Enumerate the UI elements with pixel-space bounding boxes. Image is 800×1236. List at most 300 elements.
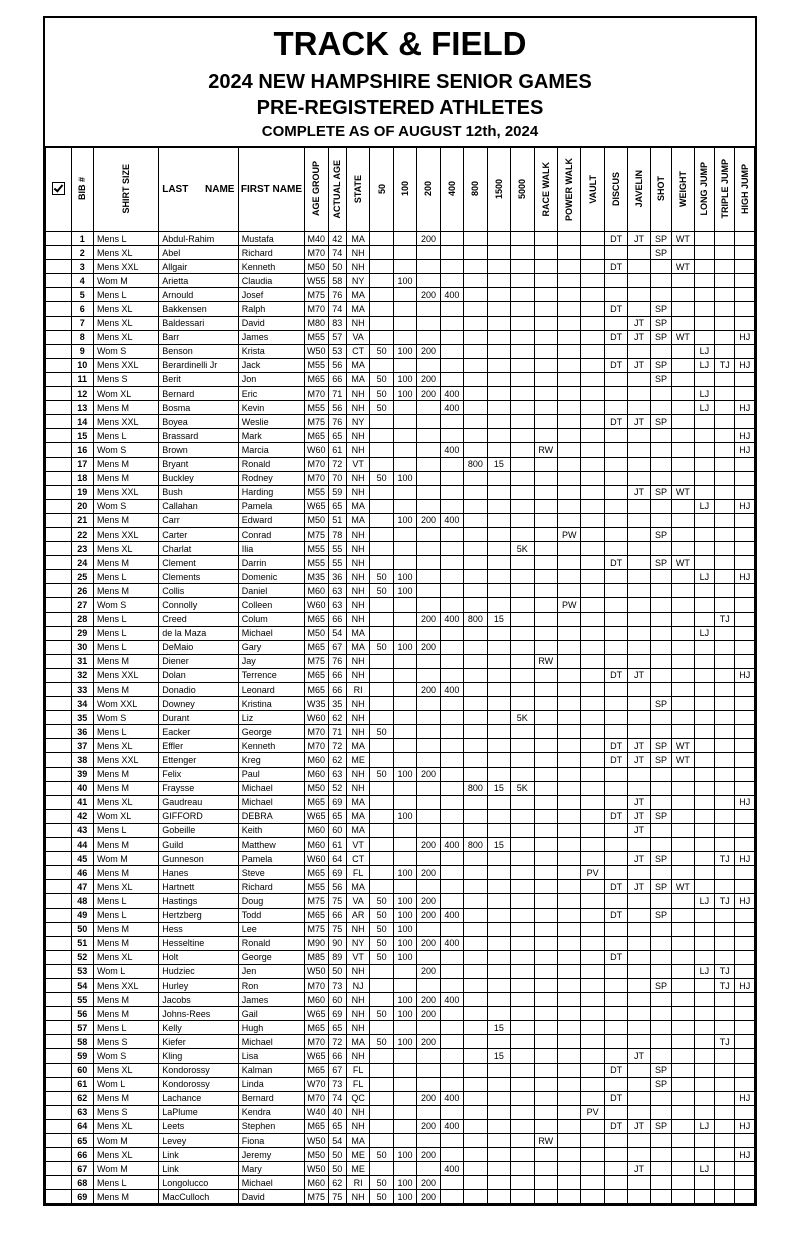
event-cell xyxy=(393,1105,416,1119)
event-cell xyxy=(715,246,735,260)
actual-age-cell: 62 xyxy=(328,711,346,725)
last-name-cell: Hurley xyxy=(159,978,239,992)
checkbox-cell[interactable] xyxy=(46,1035,72,1049)
event-cell xyxy=(672,246,694,260)
event-cell xyxy=(440,556,463,570)
event-cell xyxy=(370,993,393,1007)
event-cell xyxy=(417,316,440,330)
event-cell xyxy=(534,372,557,386)
checkbox-cell[interactable] xyxy=(46,880,72,894)
checkbox-cell[interactable] xyxy=(46,584,72,598)
checkbox-cell[interactable] xyxy=(46,274,72,288)
first-name-cell: Jon xyxy=(238,372,304,386)
event-cell xyxy=(672,781,694,795)
event-cell: SP xyxy=(650,978,671,992)
event-cell xyxy=(735,457,755,471)
checkbox-cell[interactable] xyxy=(46,415,72,429)
event-cell xyxy=(735,232,755,246)
table-row xyxy=(46,471,755,485)
event-cell: SP xyxy=(650,485,671,499)
age-group-cell: M65 xyxy=(305,640,328,654)
checkbox-cell[interactable] xyxy=(46,767,72,781)
checkbox-cell[interactable] xyxy=(46,1091,72,1105)
bib-cell: 12 xyxy=(71,387,93,401)
checkbox-cell[interactable] xyxy=(46,640,72,654)
checkbox-cell[interactable] xyxy=(46,668,72,682)
event-cell xyxy=(694,415,714,429)
event-cell xyxy=(628,936,650,950)
event-cell xyxy=(464,358,487,372)
table-row xyxy=(46,1021,755,1035)
event-cell xyxy=(581,978,604,992)
checkbox-cell[interactable] xyxy=(46,344,72,358)
event-cell xyxy=(511,823,534,837)
event-cell xyxy=(628,1148,650,1162)
checkbox-cell[interactable] xyxy=(46,1190,72,1204)
last-name-cell: Clements xyxy=(159,570,239,584)
checkbox-cell[interactable] xyxy=(46,753,72,767)
checkbox-cell[interactable] xyxy=(46,288,72,302)
event-cell: 100 xyxy=(393,1176,416,1190)
event-cell: 50 xyxy=(370,1035,393,1049)
actual-age-cell: 73 xyxy=(328,1077,346,1091)
event-cell xyxy=(417,542,440,556)
table-row xyxy=(46,978,755,992)
event-cell: RW xyxy=(534,443,557,457)
event-cell xyxy=(440,471,463,485)
state-cell: MA xyxy=(346,1035,369,1049)
checkbox-cell[interactable] xyxy=(46,513,72,527)
event-cell xyxy=(694,922,714,936)
checkbox-cell[interactable] xyxy=(46,823,72,837)
event-cell xyxy=(672,457,694,471)
bib-cell: 67 xyxy=(71,1162,93,1176)
checkbox-cell[interactable] xyxy=(46,809,72,823)
checkbox-cell[interactable] xyxy=(46,372,72,386)
event-cell xyxy=(487,1176,510,1190)
event-cell xyxy=(735,936,755,950)
checkbox-cell[interactable] xyxy=(46,1148,72,1162)
state-cell: NY xyxy=(346,936,369,950)
bib-cell: 35 xyxy=(71,711,93,725)
event-cell: 400 xyxy=(440,1119,463,1133)
event-cell xyxy=(370,697,393,711)
event-cell xyxy=(581,302,604,316)
event-cell xyxy=(735,513,755,527)
age-group-cell: M65 xyxy=(305,1021,328,1035)
checkbox-cell[interactable] xyxy=(46,964,72,978)
event-cell xyxy=(511,1035,534,1049)
checkbox-cell[interactable] xyxy=(46,542,72,556)
event-cell xyxy=(715,654,735,668)
state-cell: MA xyxy=(346,1134,369,1148)
age-group-cell: M50 xyxy=(305,513,328,527)
checkbox-cell[interactable] xyxy=(46,950,72,964)
checkbox-cell[interactable] xyxy=(46,711,72,725)
last-name-cell: Buckley xyxy=(159,471,239,485)
event-cell xyxy=(464,598,487,612)
event-cell xyxy=(581,513,604,527)
shirt-size-cell: Wom M xyxy=(93,852,158,866)
event-cell xyxy=(735,683,755,697)
event-cell xyxy=(417,668,440,682)
event-cell xyxy=(487,978,510,992)
actual-age-cell: 66 xyxy=(328,908,346,922)
age-group-cell: M70 xyxy=(305,739,328,753)
event-cell: DT xyxy=(604,260,627,274)
checkbox-cell[interactable] xyxy=(46,527,72,541)
checkbox-cell[interactable] xyxy=(46,838,72,852)
event-cell xyxy=(464,1007,487,1021)
event-cell: PV xyxy=(581,866,604,880)
actual-age-cell: 73 xyxy=(328,978,346,992)
event-cell xyxy=(440,358,463,372)
shirt-size-cell: Mens M xyxy=(93,866,158,880)
event-cell xyxy=(511,852,534,866)
event-cell: 5K xyxy=(511,711,534,725)
checkbox-cell[interactable] xyxy=(46,683,72,697)
checkbox-cell[interactable] xyxy=(46,1119,72,1133)
last-name-cell: Bryant xyxy=(159,457,239,471)
event-cell: 200 xyxy=(417,1007,440,1021)
event-cell xyxy=(557,232,580,246)
event-cell xyxy=(440,1021,463,1035)
event-cell xyxy=(534,922,557,936)
checkbox-cell[interactable] xyxy=(46,626,72,640)
event-cell xyxy=(715,598,735,612)
checkbox-cell[interactable] xyxy=(46,1134,72,1148)
last-name-cell: Abdul-Rahim xyxy=(159,232,239,246)
checkbox-cell[interactable] xyxy=(46,1176,72,1190)
checkbox-cell[interactable] xyxy=(46,612,72,626)
state-cell: FL xyxy=(346,866,369,880)
state-cell: NH xyxy=(346,781,369,795)
event-cell xyxy=(694,274,714,288)
event-cell xyxy=(557,922,580,936)
event-cell xyxy=(604,894,627,908)
first-name-cell: Conrad xyxy=(238,527,304,541)
event-cell: 200 xyxy=(417,1035,440,1049)
event-cell xyxy=(393,415,416,429)
event-cell xyxy=(735,767,755,781)
checkbox-cell[interactable] xyxy=(46,725,72,739)
col-event: RACE WALK xyxy=(534,147,557,232)
event-cell xyxy=(511,443,534,457)
event-cell xyxy=(487,880,510,894)
event-cell xyxy=(715,626,735,640)
actual-age-cell: 50 xyxy=(328,1148,346,1162)
checkbox-cell[interactable] xyxy=(46,936,72,950)
state-cell: NH xyxy=(346,485,369,499)
event-cell xyxy=(534,809,557,823)
event-cell xyxy=(557,372,580,386)
event-cell: DT xyxy=(604,358,627,372)
checkbox-cell[interactable] xyxy=(46,1063,72,1077)
event-cell: JT xyxy=(628,485,650,499)
athletes-table xyxy=(45,146,755,1204)
event-cell: 100 xyxy=(393,274,416,288)
actual-age-cell: 72 xyxy=(328,457,346,471)
event-cell xyxy=(534,274,557,288)
event-cell xyxy=(511,471,534,485)
event-cell xyxy=(464,1035,487,1049)
event-cell xyxy=(393,880,416,894)
checkbox-cell[interactable] xyxy=(46,781,72,795)
first-name-cell: Leonard xyxy=(238,683,304,697)
event-cell xyxy=(628,1007,650,1021)
checkbox-cell[interactable] xyxy=(46,1077,72,1091)
event-cell xyxy=(487,809,510,823)
checkbox-cell[interactable] xyxy=(46,429,72,443)
event-cell xyxy=(581,668,604,682)
checkbox-cell[interactable] xyxy=(46,978,72,992)
checkbox-cell[interactable] xyxy=(46,401,72,415)
event-cell: 800 xyxy=(464,612,487,626)
state-cell: MA xyxy=(346,795,369,809)
event-cell xyxy=(417,471,440,485)
event-cell xyxy=(393,1049,416,1063)
checkbox-cell[interactable] xyxy=(46,1049,72,1063)
checkbox-cell[interactable] xyxy=(46,894,72,908)
bib-cell: 54 xyxy=(71,978,93,992)
event-cell xyxy=(487,1190,510,1204)
event-cell xyxy=(557,894,580,908)
first-name-cell: Michael xyxy=(238,795,304,809)
checkbox-cell[interactable] xyxy=(46,993,72,1007)
checkbox-cell[interactable] xyxy=(46,866,72,880)
event-cell xyxy=(440,880,463,894)
event-cell xyxy=(370,288,393,302)
event-cell xyxy=(672,1021,694,1035)
first-name-cell: Jack xyxy=(238,358,304,372)
event-cell: 100 xyxy=(393,1035,416,1049)
state-cell: NH xyxy=(346,964,369,978)
event-cell: 15 xyxy=(487,612,510,626)
bib-cell: 6 xyxy=(71,302,93,316)
checkbox-cell[interactable] xyxy=(46,908,72,922)
event-cell xyxy=(604,1134,627,1148)
event-cell: SP xyxy=(650,1077,671,1091)
event-cell: SP xyxy=(650,302,671,316)
event-cell xyxy=(487,274,510,288)
checkbox-cell[interactable] xyxy=(46,457,72,471)
checkbox-cell[interactable] xyxy=(46,570,72,584)
event-cell xyxy=(511,401,534,415)
event-cell: 400 xyxy=(440,513,463,527)
event-cell xyxy=(715,1077,735,1091)
bib-cell: 15 xyxy=(71,429,93,443)
last-name-cell: de la Maza xyxy=(159,626,239,640)
checkbox-cell[interactable] xyxy=(46,654,72,668)
checkbox-cell[interactable] xyxy=(46,922,72,936)
event-cell xyxy=(417,978,440,992)
event-cell: JT xyxy=(628,795,650,809)
event-cell xyxy=(440,894,463,908)
checkbox-cell[interactable] xyxy=(46,499,72,513)
bib-cell: 62 xyxy=(71,1091,93,1105)
event-cell: 200 xyxy=(417,1091,440,1105)
event-cell xyxy=(581,1007,604,1021)
bib-cell: 23 xyxy=(71,542,93,556)
event-cell: 15 xyxy=(487,1021,510,1035)
event-cell xyxy=(581,908,604,922)
event-cell xyxy=(628,598,650,612)
event-cell xyxy=(534,471,557,485)
checkbox-cell[interactable] xyxy=(46,443,72,457)
bib-cell: 42 xyxy=(71,809,93,823)
state-cell: NH xyxy=(346,570,369,584)
state-cell: FL xyxy=(346,1077,369,1091)
event-cell: 100 xyxy=(393,993,416,1007)
checkbox-cell[interactable] xyxy=(46,387,72,401)
state-cell: NH xyxy=(346,711,369,725)
event-cell xyxy=(464,626,487,640)
event-cell xyxy=(581,344,604,358)
checkbox-cell[interactable] xyxy=(46,697,72,711)
first-name-cell: Michael xyxy=(238,1176,304,1190)
event-cell xyxy=(487,866,510,880)
event-cell: TJ xyxy=(715,964,735,978)
last-name-cell: Link xyxy=(159,1162,239,1176)
table-row xyxy=(46,795,755,809)
actual-age-cell: 74 xyxy=(328,302,346,316)
event-cell xyxy=(604,542,627,556)
checkbox-cell[interactable] xyxy=(46,1105,72,1119)
event-cell: JT xyxy=(628,330,650,344)
shirt-size-cell: Wom M xyxy=(93,1162,158,1176)
event-cell xyxy=(440,753,463,767)
event-cell xyxy=(650,401,671,415)
event-cell xyxy=(370,358,393,372)
event-cell xyxy=(440,584,463,598)
event-cell: 200 xyxy=(417,344,440,358)
event-cell xyxy=(557,288,580,302)
event-cell xyxy=(370,795,393,809)
event-cell: JT xyxy=(628,880,650,894)
checkbox-cell[interactable] xyxy=(46,302,72,316)
event-cell xyxy=(650,612,671,626)
event-cell: 5K xyxy=(511,542,534,556)
shirt-size-cell: Mens M xyxy=(93,1007,158,1021)
event-cell xyxy=(694,232,714,246)
age-group-cell: W50 xyxy=(305,1134,328,1148)
checkbox-cell[interactable] xyxy=(46,330,72,344)
event-cell: 50 xyxy=(370,725,393,739)
event-cell xyxy=(694,809,714,823)
event-cell xyxy=(464,950,487,964)
event-cell: 200 xyxy=(417,612,440,626)
event-cell xyxy=(370,1049,393,1063)
table-row xyxy=(46,556,755,570)
checkbox-cell[interactable] xyxy=(46,795,72,809)
event-cell xyxy=(370,556,393,570)
event-cell xyxy=(417,584,440,598)
checkbox-cell[interactable] xyxy=(46,1021,72,1035)
state-cell: NH xyxy=(346,471,369,485)
event-cell xyxy=(604,823,627,837)
event-cell xyxy=(735,640,755,654)
checkbox-cell[interactable] xyxy=(46,232,72,246)
event-cell xyxy=(715,1148,735,1162)
checkbox-cell[interactable] xyxy=(46,1007,72,1021)
event-cell xyxy=(534,499,557,513)
checkbox-cell[interactable] xyxy=(46,485,72,499)
event-cell xyxy=(694,668,714,682)
event-cell: 200 xyxy=(417,936,440,950)
state-cell: NY xyxy=(346,274,369,288)
event-cell xyxy=(393,330,416,344)
actual-age-cell: 55 xyxy=(328,556,346,570)
checkbox-cell[interactable] xyxy=(46,1162,72,1176)
event-cell: LJ xyxy=(694,344,714,358)
event-cell xyxy=(464,993,487,1007)
event-cell xyxy=(511,950,534,964)
event-cell xyxy=(557,1007,580,1021)
event-cell xyxy=(464,1091,487,1105)
table-row xyxy=(46,936,755,950)
event-cell xyxy=(735,415,755,429)
first-name-cell: Josef xyxy=(238,288,304,302)
event-cell xyxy=(440,668,463,682)
shirt-size-cell: Mens S xyxy=(93,372,158,386)
checkbox-cell[interactable] xyxy=(46,556,72,570)
event-cell xyxy=(735,753,755,767)
actual-age-cell: 78 xyxy=(328,527,346,541)
actual-age-cell: 56 xyxy=(328,401,346,415)
event-cell xyxy=(487,542,510,556)
checkbox-cell[interactable] xyxy=(46,358,72,372)
checkbox-cell[interactable] xyxy=(46,852,72,866)
event-cell: SP xyxy=(650,809,671,823)
col-event: LONG JUMP xyxy=(694,147,714,232)
event-cell xyxy=(511,570,534,584)
shirt-size-cell: Mens M xyxy=(93,1091,158,1105)
event-cell xyxy=(628,683,650,697)
event-cell xyxy=(557,654,580,668)
checkbox-cell[interactable] xyxy=(46,246,72,260)
last-name-cell: Donadio xyxy=(159,683,239,697)
bib-cell: 2 xyxy=(71,246,93,260)
bib-cell: 20 xyxy=(71,499,93,513)
age-group-cell: M55 xyxy=(305,358,328,372)
event-cell xyxy=(672,964,694,978)
event-cell xyxy=(557,993,580,1007)
checkbox-cell[interactable] xyxy=(46,316,72,330)
event-cell xyxy=(650,795,671,809)
actual-age-cell: 75 xyxy=(328,922,346,936)
checkbox-cell[interactable] xyxy=(46,739,72,753)
table-row xyxy=(46,415,755,429)
event-cell xyxy=(557,260,580,274)
last-name-cell: Brassard xyxy=(159,429,239,443)
event-cell xyxy=(650,866,671,880)
first-name-cell: Daniel xyxy=(238,584,304,598)
checkbox-cell[interactable] xyxy=(46,260,72,274)
shirt-size-cell: Mens L xyxy=(93,725,158,739)
bib-cell: 48 xyxy=(71,894,93,908)
event-cell xyxy=(604,795,627,809)
event-cell xyxy=(604,372,627,386)
first-name-cell: DEBRA xyxy=(238,809,304,823)
event-cell xyxy=(487,288,510,302)
shirt-size-cell: Mens M xyxy=(93,584,158,598)
event-cell xyxy=(370,260,393,274)
state-cell: ME xyxy=(346,1148,369,1162)
checkbox-cell[interactable] xyxy=(46,598,72,612)
event-cell xyxy=(487,823,510,837)
checkbox-cell[interactable] xyxy=(46,471,72,485)
event-cell xyxy=(464,1077,487,1091)
